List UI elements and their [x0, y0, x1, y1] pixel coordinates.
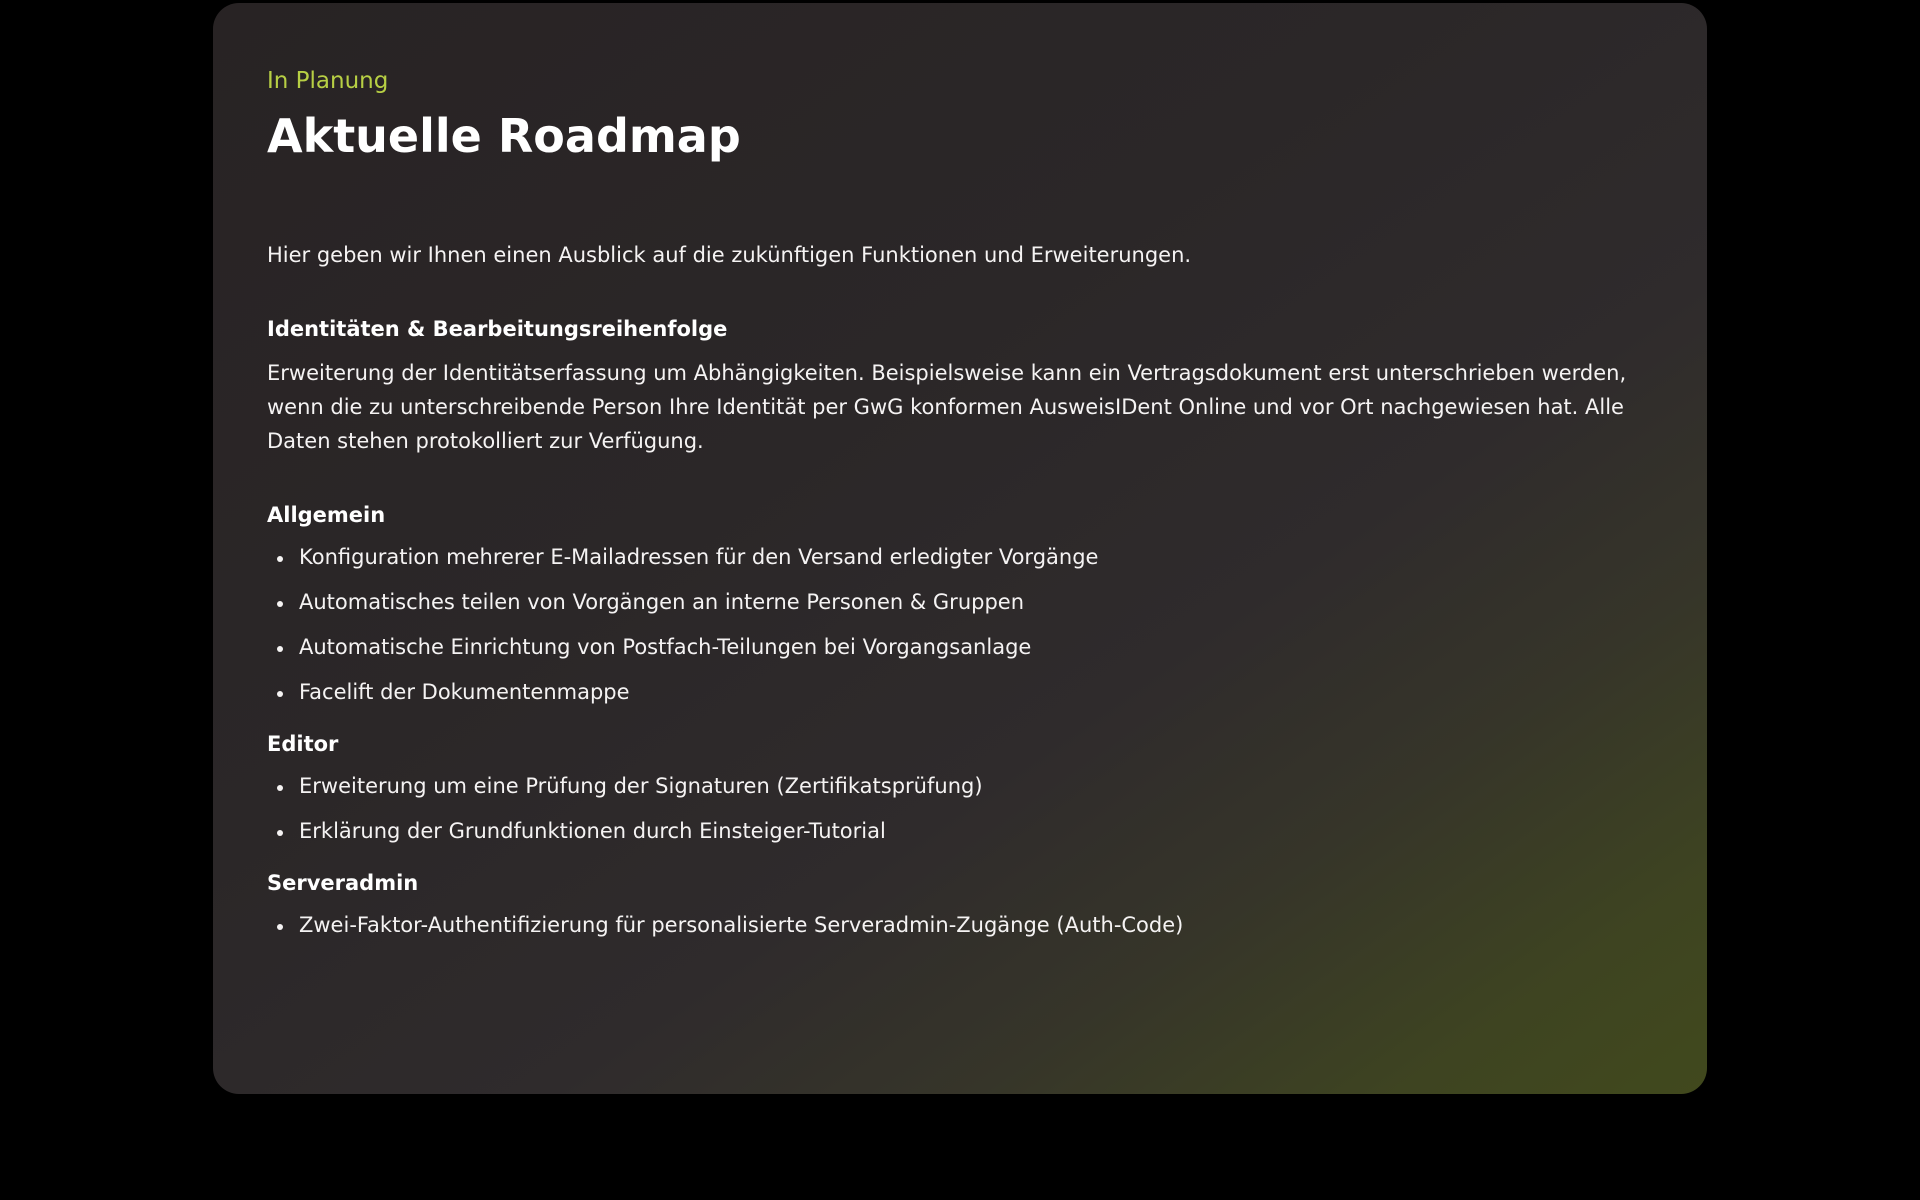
roadmap-card	[213, 3, 1707, 1094]
section-heading-identity: Identitäten & Bearbeitungsreihenfolge	[267, 317, 728, 341]
intro-text: Hier geben wir Ihnen einen Ausblick auf die zukünftigen Funktionen und Erweiterungen.	[267, 243, 1192, 267]
section-heading-general: Allgemein	[267, 503, 386, 527]
page-title: Aktuelle Roadmap	[267, 109, 741, 163]
status-kicker: In Planung	[267, 68, 389, 94]
list-item: Konfiguration mehrerer E-Mailadressen für den Versand erledigter Vorgänge	[267, 542, 1653, 573]
editor-list	[267, 771, 1653, 847]
identity-description: Erweiterung der Identitätserfassung um Abhängigkeiten. Beispielsweise kann ein Vertragsdokument erst unterschrieben werden, wenn die zu unterschreibende Person Ihre Identität per GwG konformen AusweisIDent Online und vor Ort nachgewiesen hat. Alle Daten stehen protokolliert zur Verfügung.	[267, 361, 1627, 453]
list-item: Automatische Einrichtung von Postfach-Teilungen bei Vorgangsanlage	[267, 632, 1653, 663]
list-item: Erklärung der Grundfunktionen durch Einsteiger-Tutorial	[267, 816, 1653, 847]
list-item: Facelift der Dokumentenmappe	[267, 677, 1653, 708]
list-item: Erweiterung um eine Prüfung der Signaturen (Zertifikatsprüfung)	[267, 771, 1653, 802]
list-item: Automatisches teilen von Vorgängen an interne Personen & Gruppen	[267, 587, 1653, 618]
serveradmin-list	[267, 910, 1653, 941]
general-list	[267, 542, 1653, 708]
section-heading-serveradmin: Serveradmin	[267, 871, 419, 895]
section-heading-editor: Editor	[267, 732, 339, 756]
list-item: Zwei-Faktor-Authentifizierung für personalisierte Serveradmin-Zugänge (Auth-Code)	[267, 910, 1653, 941]
